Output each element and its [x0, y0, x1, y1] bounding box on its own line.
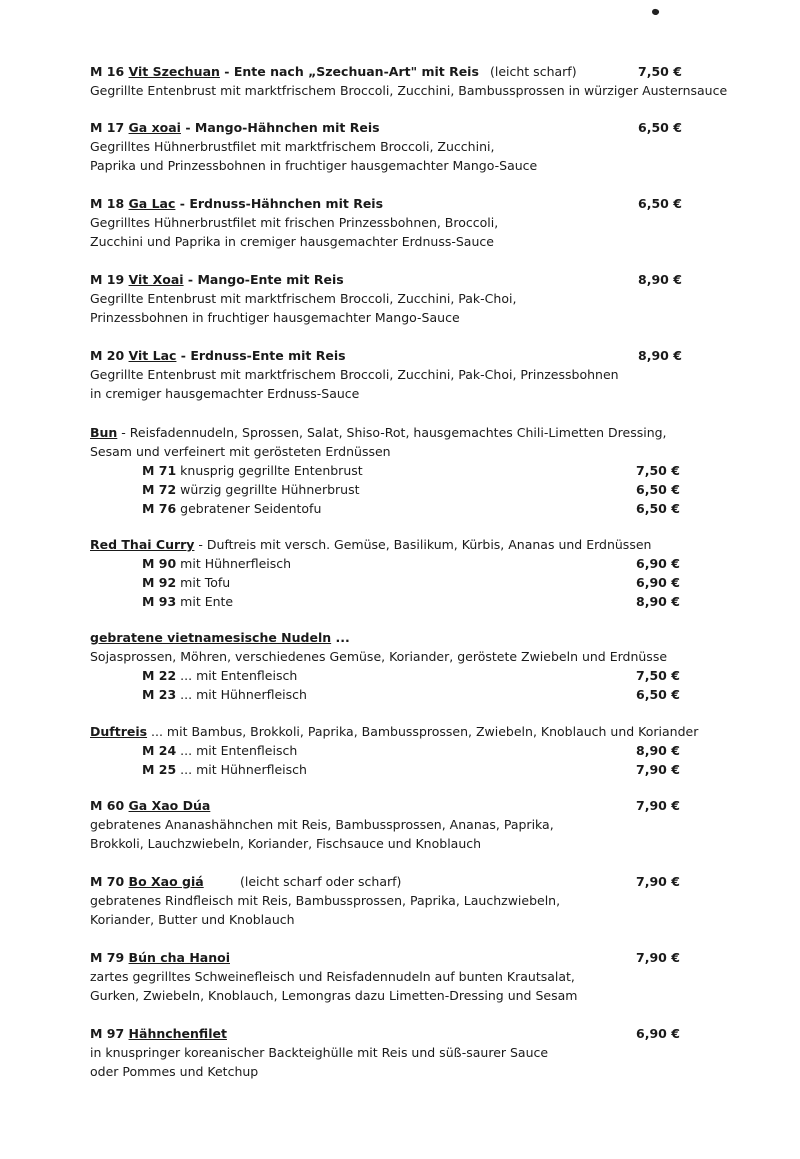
sub-item-label: ... mit Hühnerfleisch — [180, 762, 307, 777]
category-ellipsis: ... — [331, 630, 350, 645]
item-name: Ga Lac — [128, 196, 176, 211]
category-description-line: Sojasprossen, Möhren, verschiedenes Gemüse, Koriander, geröstete Zwiebeln und Erdnüsse — [90, 649, 668, 664]
item-price: 6,50 € — [638, 196, 682, 211]
item-description: Gegrillte Entenbrust mit marktfrischem Broccoli, Zucchini, Bambussprossen in würziger Austernsauce — [90, 83, 728, 98]
item-note: (leicht scharf) — [490, 64, 577, 79]
sub-item-price: 6,50 € — [636, 501, 680, 516]
item-note: (leicht scharf oder scharf) — [240, 874, 402, 889]
sub-item-label: ... mit Hühnerfleisch — [180, 687, 307, 702]
sub-item-code: M 76 — [142, 501, 177, 516]
sub-item — [142, 556, 291, 572]
item-price: 7,90 € — [636, 798, 680, 813]
sub-item-code: M 72 — [142, 482, 177, 497]
sub-item-price: 7,50 € — [636, 463, 680, 478]
item-name: Hähnchenfilet — [128, 1026, 227, 1041]
item-separator: - — [176, 348, 191, 363]
item-title: Erdnuss-Ente mit Reis — [190, 348, 346, 363]
sub-item — [142, 575, 230, 591]
item-price: 6,90 € — [636, 1026, 680, 1041]
item-name: Ga xoai — [128, 120, 181, 135]
sub-item-label: mit Ente — [180, 594, 234, 609]
item-description: Paprika und Prinzessbohnen in fruchtiger hausgemachter Mango-Sauce — [90, 158, 538, 173]
item-description: Prinzessbohnen in fruchtiger hausgemachter Mango-Sauce — [90, 310, 460, 325]
sub-item-code: M 23 — [142, 687, 177, 702]
item-code: M 70 — [90, 874, 125, 889]
sub-item — [142, 668, 297, 684]
sub-item-price: 7,90 € — [636, 762, 680, 777]
item-code: M 60 — [90, 798, 125, 813]
category-name: gebratene vietnamesische Nudeln — [90, 630, 332, 645]
item-code: M 19 — [90, 272, 125, 287]
sub-item-code: M 25 — [142, 762, 177, 777]
item-description: Zucchini und Paprika in cremiger hausgemachter Erdnuss-Sauce — [90, 234, 494, 249]
category-description: ... mit Bambus, Brokkoli, Paprika, Bambussprossen, Zwiebeln, Knoblauch und Koriander — [147, 724, 699, 739]
scan-speck — [651, 8, 660, 16]
item-description: Gegrillte Entenbrust mit marktfrischem Broccoli, Zucchini, Pak-Choi, Prinzessbohnen — [90, 367, 619, 382]
item-description: oder Pommes und Ketchup — [90, 1064, 259, 1079]
item-code: M 79 — [90, 950, 125, 965]
item-name: Vit Lac — [128, 348, 177, 363]
sub-item-price: 8,90 € — [636, 594, 680, 609]
sub-item-label: ... mit Entenfleisch — [180, 668, 298, 683]
category-name: Red Thai Curry — [90, 537, 195, 552]
item-name: Bún cha Hanoi — [128, 950, 230, 965]
sub-item-price: 7,50 € — [636, 668, 680, 683]
item-description: Gegrillte Entenbrust mit marktfrischem Broccoli, Zucchini, Pak-Choi, — [90, 291, 517, 306]
sub-item-code: M 92 — [142, 575, 177, 590]
item-code: M 18 — [90, 196, 125, 211]
sub-item — [142, 762, 307, 778]
item-description: Koriander, Butter und Knoblauch — [90, 912, 295, 927]
item-description: gebratenes Ananashähnchen mit Reis, Bambussprossen, Ananas, Paprika, — [90, 817, 554, 832]
sub-item-price: 6,90 € — [636, 575, 680, 590]
category-name: Bun — [90, 425, 118, 440]
item-description: Gegrilltes Hühnerbrustfilet mit marktfrischem Broccoli, Zucchini, — [90, 139, 495, 154]
category-description: - Reisfadennudeln, Sprossen, Salat, Shiso-Rot, hausgemachtes Chili-Limetten Dressing, — [117, 425, 667, 440]
sub-item-code: M 90 — [142, 556, 177, 571]
sub-item-code: M 24 — [142, 743, 177, 758]
item-price: 7,90 € — [636, 874, 680, 889]
sub-item-label: würzig gegrillte Hühnerbrust — [180, 482, 360, 497]
sub-item-price: 6,50 € — [636, 482, 680, 497]
item-price: 8,90 € — [638, 348, 682, 363]
item-description: in knuspringer koreanischer Backteighülle mit Reis und süß-saurer Sauce — [90, 1045, 549, 1060]
item-name: Bo Xao giá — [128, 874, 204, 889]
item-code: M 97 — [90, 1026, 125, 1041]
sub-item-label: gebratener Seidentofu — [180, 501, 322, 516]
item-separator: - — [180, 120, 195, 135]
item-code: M 17 — [90, 120, 125, 135]
item-separator: - — [183, 272, 198, 287]
item-code: M 16 — [90, 64, 125, 79]
sub-item — [142, 463, 363, 479]
item-separator: - — [219, 64, 234, 79]
sub-item — [142, 501, 321, 517]
item-price: 7,90 € — [636, 950, 680, 965]
item-description: Gurken, Zwiebeln, Knoblauch, Lemongras dazu Limetten-Dressing und Sesam — [90, 988, 578, 1003]
item-description: Gegrilltes Hühnerbrustfilet mit frischen Prinzessbohnen, Broccoli, — [90, 215, 499, 230]
sub-item — [142, 594, 233, 610]
sub-item-label: mit Hühnerfleisch — [180, 556, 292, 571]
item-separator: - — [175, 196, 190, 211]
item-title: Mango-Ente mit Reis — [197, 272, 344, 287]
item-price: 7,50 € — [638, 64, 682, 79]
item-price: 6,50 € — [638, 120, 682, 135]
sub-item-label: ... mit Entenfleisch — [180, 743, 298, 758]
category-name: Duftreis — [90, 724, 148, 739]
sub-item-price: 8,90 € — [636, 743, 680, 758]
sub-item — [142, 687, 307, 703]
item-name: Ga Xao Dúa — [128, 798, 211, 813]
sub-item-code: M 22 — [142, 668, 177, 683]
category-description: - Duftreis mit versch. Gemüse, Basilikum, Kürbis, Ananas und Erdnüssen — [194, 537, 652, 552]
item-name: Vit Szechuan — [128, 64, 220, 79]
category-description-line: Sesam und verfeinert mit gerösteten Erdnüssen — [90, 444, 391, 459]
sub-item-price: 6,90 € — [636, 556, 680, 571]
sub-item-label: mit Tofu — [180, 575, 231, 590]
item-price: 8,90 € — [638, 272, 682, 287]
item-title: Erdnuss-Hähnchen mit Reis — [189, 196, 384, 211]
sub-item-price: 6,50 € — [636, 687, 680, 702]
item-code: M 20 — [90, 348, 125, 363]
item-description: zartes gegrilltes Schweinefleisch und Reisfadennudeln auf bunten Krautsalat, — [90, 969, 575, 984]
item-title: Ente nach „Szechuan-Art" mit Reis — [233, 64, 479, 79]
sub-item-code: M 71 — [142, 463, 177, 478]
item-description: Brokkoli, Lauchzwiebeln, Koriander, Fischsauce und Knoblauch — [90, 836, 482, 851]
item-title: Mango-Hähnchen mit Reis — [194, 120, 380, 135]
item-name: Vit Xoai — [128, 272, 184, 287]
sub-item-label: knusprig gegrillte Entenbrust — [180, 463, 363, 478]
sub-item — [142, 482, 360, 498]
sub-item — [142, 743, 297, 759]
sub-item-code: M 93 — [142, 594, 177, 609]
item-description: gebratenes Rindfleisch mit Reis, Bambussprossen, Paprika, Lauchzwiebeln, — [90, 893, 561, 908]
item-description: in cremiger hausgemachter Erdnuss-Sauce — [90, 386, 360, 401]
